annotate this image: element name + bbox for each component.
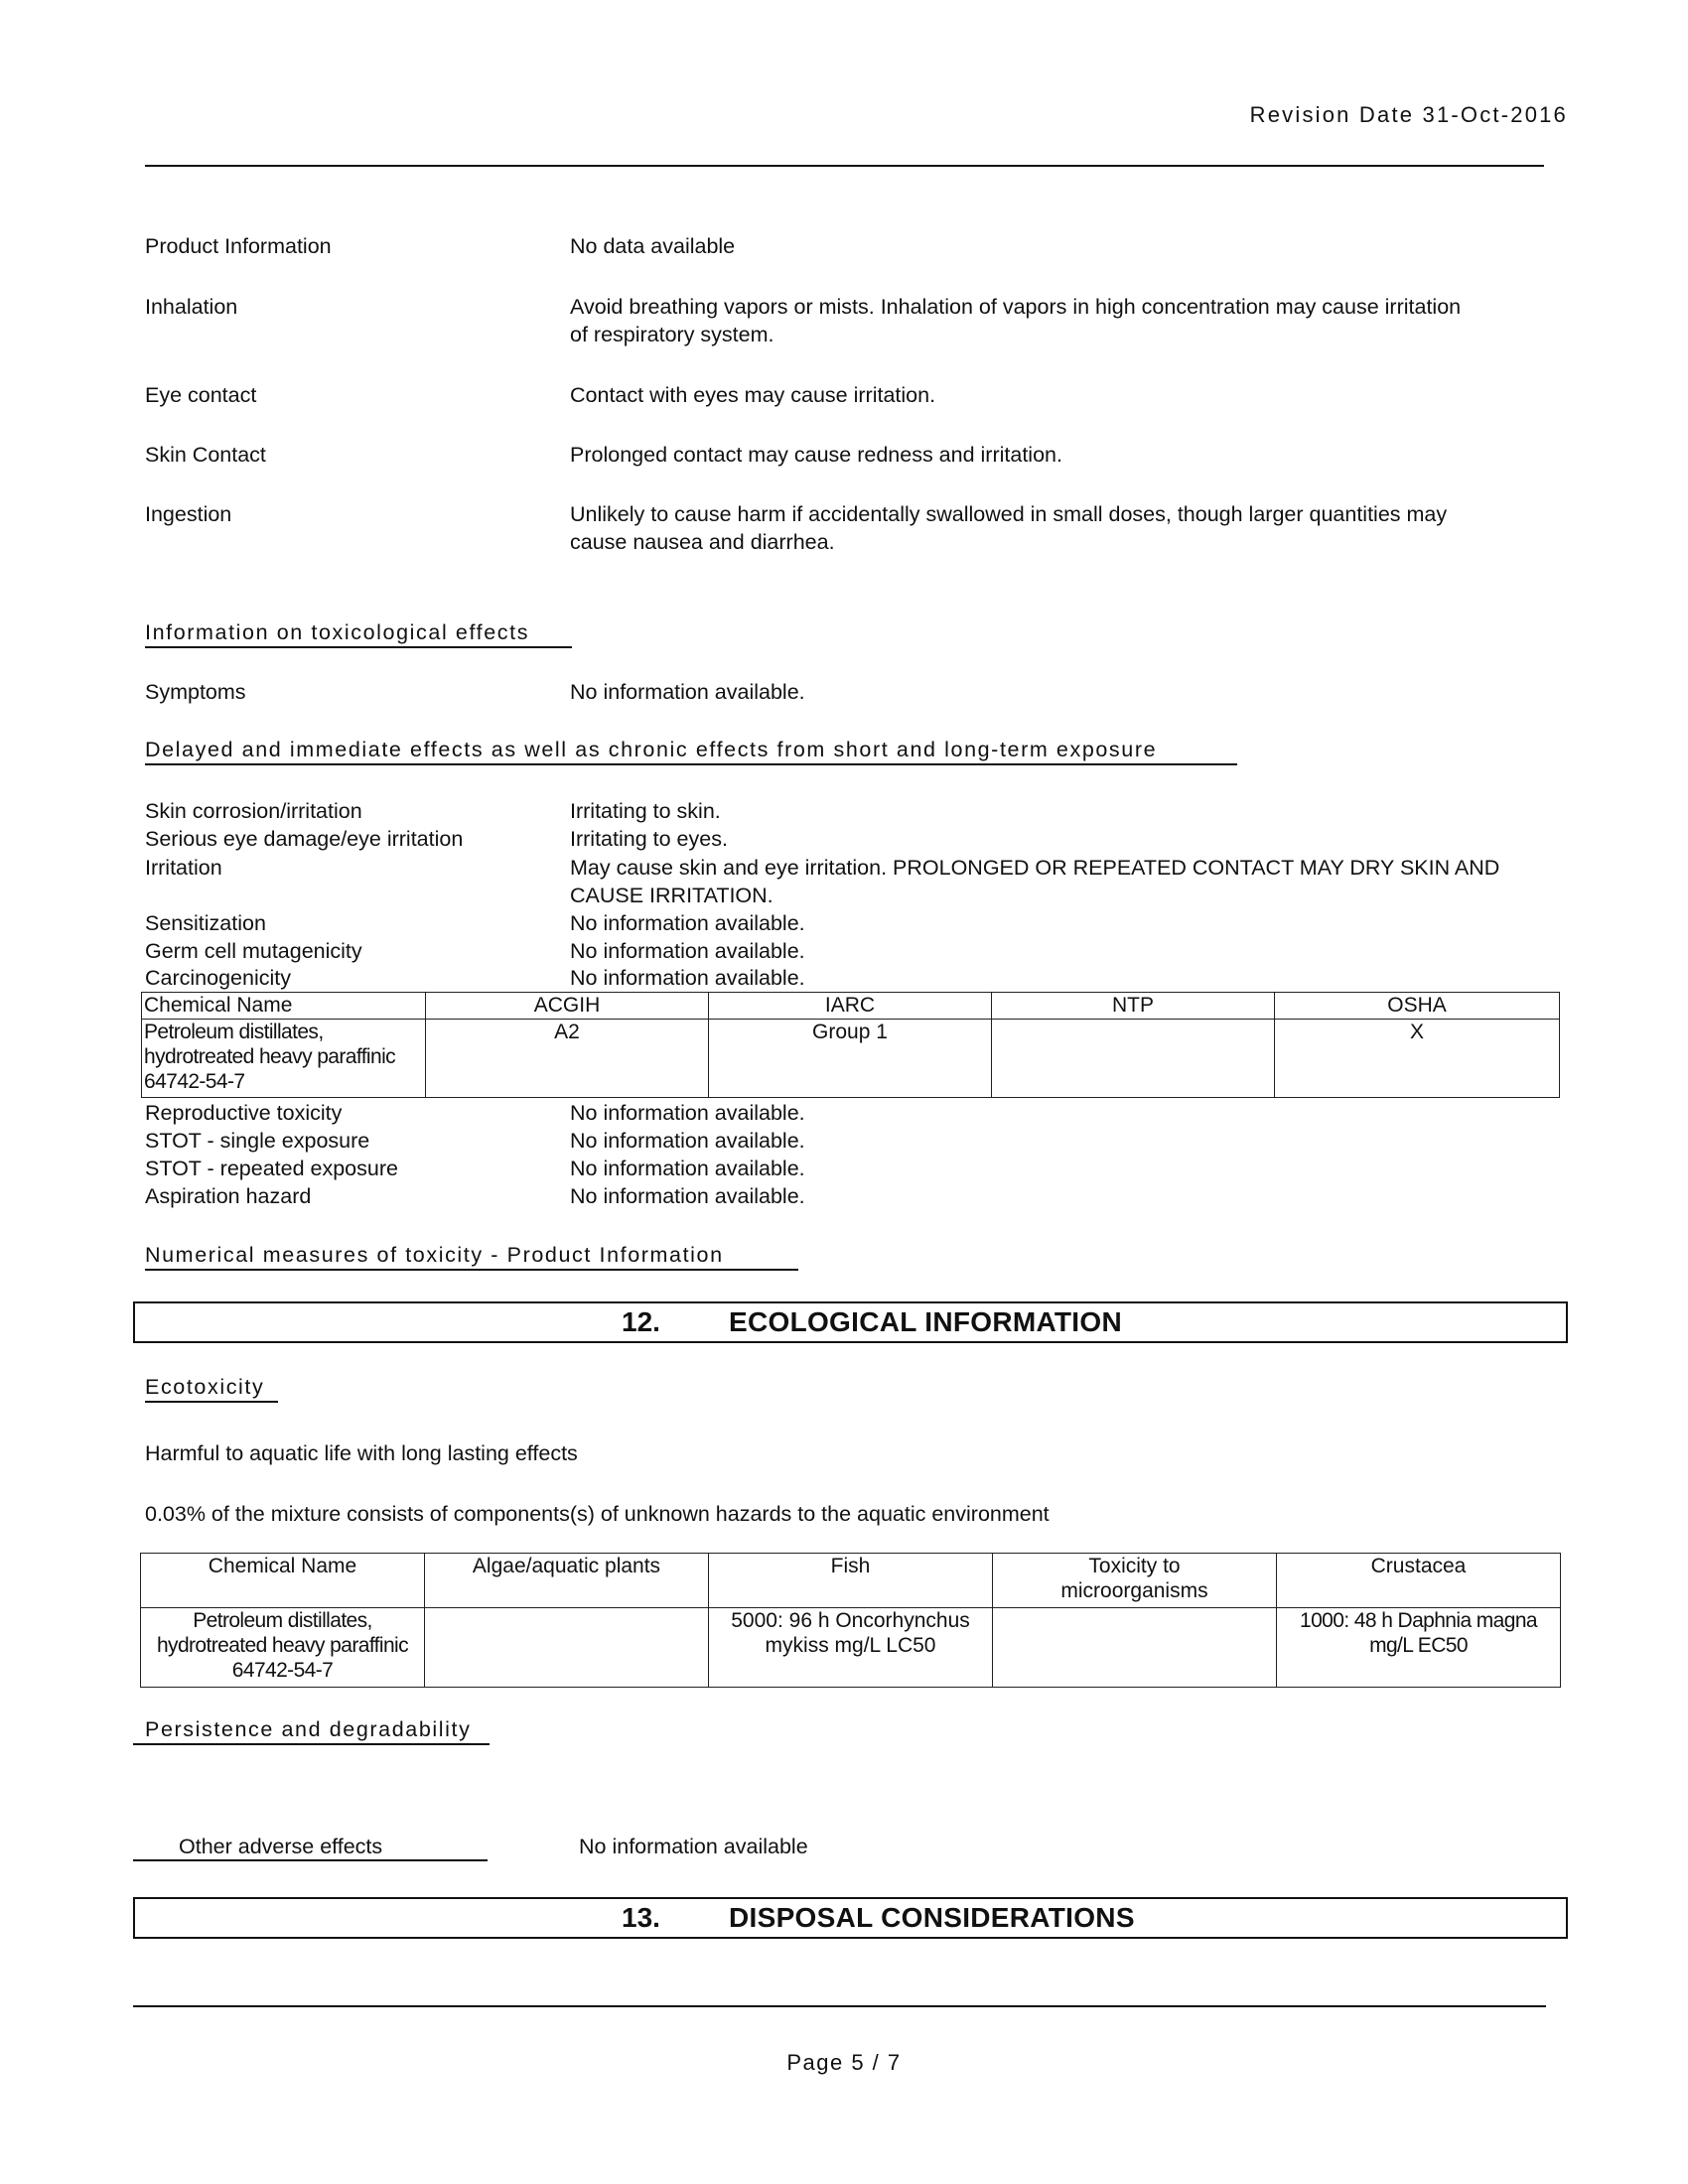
cas-number: 64742-54-7: [144, 1070, 245, 1093]
row-label-irritation: Irritation: [145, 856, 222, 880]
row-value-reproductive: No information available.: [570, 1101, 805, 1125]
heading-underline: [145, 763, 1237, 765]
row-label-stot-single: STOT - single exposure: [145, 1129, 370, 1153]
row-label-germ-cell: Germ cell mutagenicity: [145, 939, 362, 963]
delayed-effects-heading: Delayed and immediate effects as well as chronic effects from short and long-term exposure: [145, 738, 1158, 761]
acgih-cell: A2: [426, 1020, 709, 1098]
row-value-stot-single: No information available.: [570, 1129, 805, 1153]
toxicological-effects-heading: Information on toxicological effects: [145, 620, 530, 644]
section-number: 13.: [622, 1902, 660, 1933]
col-header-chemical-name: Chemical Name: [142, 993, 426, 1020]
row-value-carcinogenicity: No information available.: [570, 966, 805, 990]
row-label-stot-repeated: STOT - repeated exposure: [145, 1157, 398, 1180]
algae-cell: [425, 1608, 709, 1688]
row-label-product-information: Product Information: [145, 234, 332, 258]
row-label-reproductive: Reproductive toxicity: [145, 1101, 343, 1125]
col-header-ntp: NTP: [992, 993, 1275, 1020]
row-label-eye-damage: Serious eye damage/eye irritation: [145, 827, 464, 851]
other-adverse-effects-value: No information available: [579, 1835, 808, 1858]
col-header-algae: Algae/aquatic plants: [425, 1554, 709, 1608]
row-value-inhalation: Avoid breathing vapors or mists. Inhalation of vapors in high concentration may cause irritation of respiratory system.: [570, 295, 1462, 346]
col-header-microorganisms: Toxicity to microorganisms: [993, 1554, 1277, 1608]
ecotoxicity-statement: Harmful to aquatic life with long lasting effects: [145, 1441, 578, 1465]
col-header-chemical-name: Chemical Name: [141, 1554, 425, 1608]
chemical-name-cell: [142, 1020, 426, 1098]
footer-rule: [133, 2005, 1546, 2007]
row-value-product-information: No data available: [570, 234, 736, 258]
cas-number: 64742-54-7: [231, 1659, 334, 1682]
page-number: Page 5 / 7: [786, 2050, 902, 2075]
section-title: ECOLOGICAL INFORMATION: [729, 1306, 1122, 1337]
row-label-eye-contact: Eye contact: [145, 383, 257, 407]
symptoms-value: No information available.: [570, 680, 805, 704]
row-label-sensitization: Sensitization: [145, 911, 266, 935]
microorganisms-cell: [993, 1608, 1277, 1688]
row-value-skin-corrosion: Irritating to skin.: [570, 799, 721, 823]
section-12-header: [133, 1301, 1568, 1343]
row-value-stot-repeated: No information available.: [570, 1157, 805, 1180]
col-header-iarc: IARC: [709, 993, 992, 1020]
ntp-cell: [992, 1020, 1275, 1098]
row-value-aspiration: No information available.: [570, 1184, 805, 1208]
persistence-heading: Persistence and degradability: [145, 1717, 472, 1741]
table-header-row: [142, 993, 1560, 1020]
symptoms-label: Symptoms: [145, 680, 246, 704]
header-rule: [145, 165, 1544, 167]
row-label-ingestion: Ingestion: [145, 502, 232, 526]
row-label-skin-contact: Skin Contact: [145, 443, 266, 467]
chemical-name-line: hydrotreated heavy paraffinic: [144, 1045, 396, 1068]
table-row: [142, 1020, 1560, 1098]
row-value-eye-contact: Contact with eyes may cause irritation.: [570, 383, 936, 407]
row-label-skin-corrosion: Skin corrosion/irritation: [145, 799, 362, 823]
chemical-name-line: Petroleum distillates,: [144, 1021, 324, 1043]
label-underline: [133, 1859, 488, 1861]
chemical-name-cell: [141, 1608, 425, 1688]
carcinogenicity-table: [141, 992, 1560, 1098]
row-label-inhalation: Inhalation: [145, 295, 238, 319]
row-value-eye-damage: Irritating to eyes.: [570, 827, 728, 851]
table-row: [141, 1608, 1561, 1688]
col-header-osha: OSHA: [1275, 993, 1560, 1020]
row-label-aspiration: Aspiration hazard: [145, 1184, 312, 1208]
row-label-carcinogenicity: Carcinogenicity: [145, 966, 291, 990]
heading-underline: [145, 646, 572, 648]
section-title: DISPOSAL CONSIDERATIONS: [729, 1902, 1135, 1933]
row-value-sensitization: No information available.: [570, 911, 805, 935]
col-header-acgih: ACGIH: [426, 993, 709, 1020]
fish-cell: 5000: 96 h Oncorhynchus mykiss mg/L LC50: [709, 1608, 993, 1688]
row-value-irritation: May cause skin and eye irritation. PROLONGED OR REPEATED CONTACT MAY DRY SKIN AND CAUSE IRRITATION.: [570, 856, 1500, 907]
ecotoxicity-heading: Ecotoxicity: [145, 1375, 265, 1399]
osha-cell: X: [1275, 1020, 1560, 1098]
crustacea-cell: 1000: 48 h Daphnia magna mg/L EC50: [1277, 1608, 1561, 1688]
row-value-skin-contact: Prolonged contact may cause redness and irritation.: [570, 443, 1062, 467]
row-value-germ-cell: No information available.: [570, 939, 805, 963]
chemical-name-line: Petroleum distillates,: [193, 1609, 372, 1632]
heading-underline: [145, 1269, 798, 1271]
col-header-crustacea: Crustacea: [1277, 1554, 1561, 1608]
revision-date: Revision Date 31-Oct-2016: [1249, 102, 1568, 127]
ecotoxicity-table: [140, 1553, 1561, 1688]
col-header-fish: Fish: [709, 1554, 993, 1608]
table-header-row: [141, 1554, 1561, 1608]
chemical-name-line: hydrotreated heavy paraffinic: [156, 1634, 409, 1657]
numerical-measures-heading: Numerical measures of toxicity - Product Information: [145, 1243, 724, 1267]
heading-underline: [133, 1743, 490, 1745]
unknown-hazards-statement: 0.03% of the mixture consists of components(s) of unknown hazards to the aquatic environment: [145, 1502, 1050, 1526]
section-number: 12.: [622, 1306, 660, 1337]
row-value-ingestion: Unlikely to cause harm if accidentally swallowed in small doses, though larger quantities may cause nausea and diarrhea.: [570, 502, 1448, 554]
section-13-header: [133, 1897, 1568, 1939]
other-adverse-effects-label: Other adverse effects: [179, 1835, 383, 1858]
heading-underline: [145, 1401, 278, 1403]
iarc-cell: Group 1: [709, 1020, 992, 1098]
